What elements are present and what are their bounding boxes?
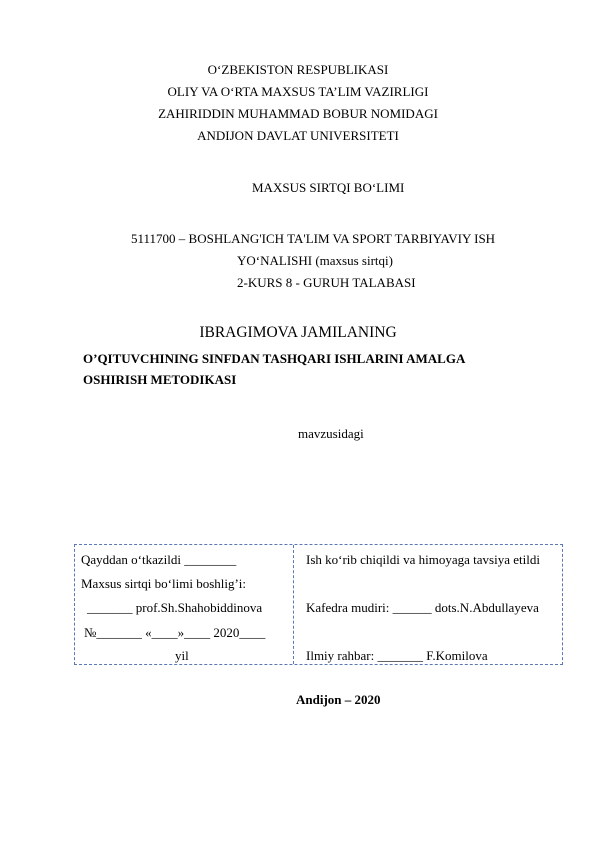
specialty-line-2: YO‘NALISHI (maxsus sirtqi) (237, 253, 393, 268)
city-year: Andijon – 2020 (296, 692, 381, 707)
header-university: ANDIJON DAVLAT UNIVERSITETI (197, 128, 399, 143)
specialty-line-1: 5111700 – BOSHLANG'ICH TA'LIM VA SPORT TARBIYAVIY ISH (131, 231, 496, 246)
registration-number-date: №_______ «____»____ 2020____ (84, 625, 266, 640)
chair-head-signature: Kafedra mudiri: ______ dots.N.Abdullayeva (306, 600, 539, 615)
supervisor-signature: Ilmiy rahbar: _______ F.Komilova (306, 648, 488, 663)
department-head-signature: _______ prof.Sh.Shahobiddinova (87, 600, 263, 615)
header-ministry: OLIY VA O‘RTA MAXSUS TA’LIM VAZIRLIGI (167, 84, 429, 99)
course-group: 2-KURS 8 - GURUH TALABASI (237, 275, 416, 290)
topic-line-2: OSHIRISH METODIKASI (83, 372, 237, 387)
topic-line-1: O’QITUVCHINING SINFDAN TASHQARI ISHLARINI AMALGA (83, 351, 466, 366)
header-country: O‘ZBEKISTON RESPUBLIKASI (207, 62, 389, 77)
signature-table (74, 544, 563, 665)
header-named-after: ZAHIRIDDIN MUHAMMAD BOBUR NOMIDAGI (158, 106, 438, 121)
department-head-title: Maxsus sirtqi bo‘limi boshlig’i: (81, 576, 247, 591)
department-name: MAXSUS SIRTQI BO‘LIMI (252, 180, 405, 195)
registration-line: Qayddan o‘tkazildi ________ (81, 552, 237, 567)
topic-suffix: mavzusidagi (298, 426, 364, 441)
approval-note: Ish ko‘rib chiqildi va himoyaga tavsiya etildi (306, 552, 540, 567)
student-name: IBRAGIMOVA JAMILANING (199, 324, 397, 341)
registration-year: yil (175, 648, 189, 663)
table-divider (293, 545, 294, 664)
